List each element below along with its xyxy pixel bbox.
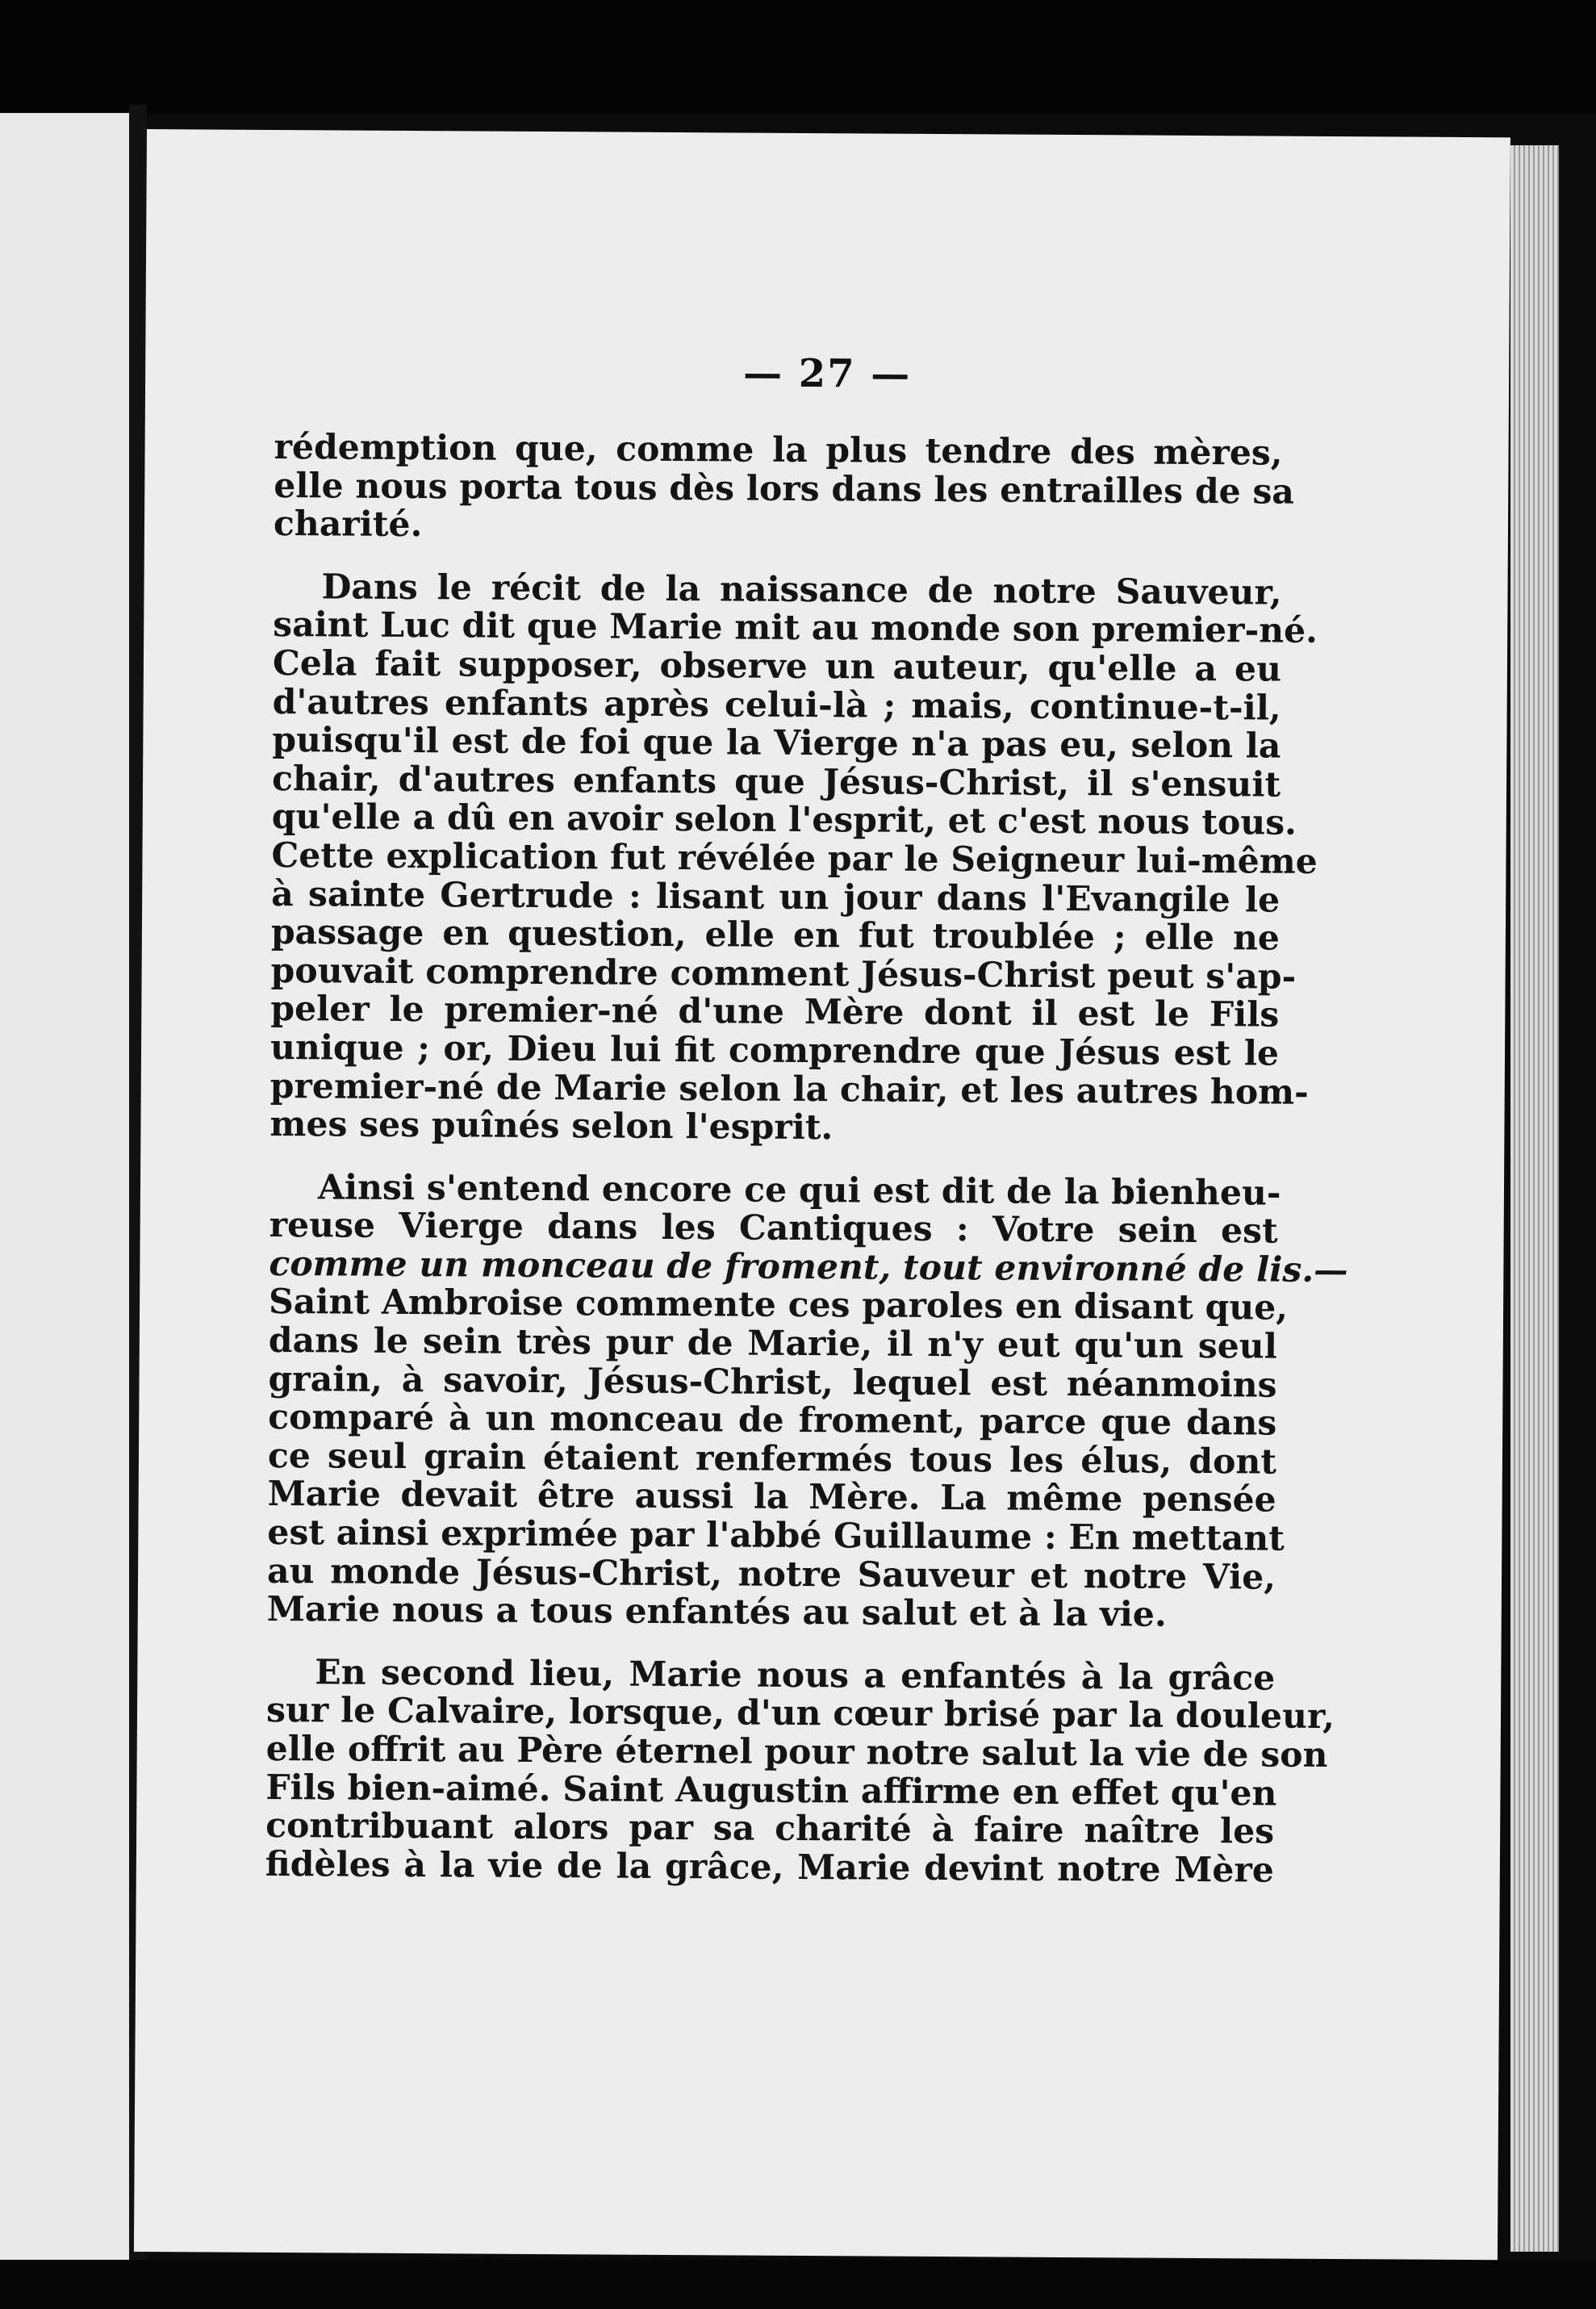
text-line: reuse Vierge dans les Cantiques : Votre sein est (269, 1205, 1278, 1252)
text-line: Ainsi s'entend encore ce qui est dit de la bienheu- (317, 1167, 1281, 1214)
text-line: comparé à un monceau de froment, parce que dans (268, 1397, 1277, 1444)
text-line: Marie nous a tous enfantés au salut et à la vie. (266, 1589, 1167, 1635)
page-number: — 27 — (742, 350, 912, 397)
text-line: à sainte Gertrude : lisant un jour dans l'Evangile le (271, 873, 1281, 921)
paragraph-2 (269, 567, 1318, 1151)
text-line: qu'elle a dû en avoir selon l'esprit, et c'est nous tous. (271, 797, 1297, 844)
text-line: Marie devait être aussi la Mère. La même pensée (267, 1474, 1276, 1521)
text-line: est ainsi exprimée par l'abbé Guillaume : En mettant (267, 1512, 1285, 1559)
text-line: Saint Ambroise commente ces paroles en disant que, (268, 1282, 1289, 1329)
text-line: Dans le récit de la naissance de notre Sauveur, (321, 567, 1282, 613)
text-line: passage en question, elle en fut troublée ; elle ne (270, 912, 1281, 959)
text-line: puisqu'il est de foi que la Vierge n'a pas eu, selon la (272, 720, 1281, 767)
text-line: au monde Jésus-Christ, notre Sauveur et notre Vie, (266, 1550, 1276, 1598)
text-line: Cela fait supposer, observe un auteur, qu'elle a eu (272, 642, 1282, 690)
scan-bottom-band (0, 2260, 1596, 2309)
text-line: grain, à savoir, Jésus-Christ, lequel est néanmoins (268, 1358, 1277, 1406)
text-line: peler le premier-né d'une Mère dont il est le Fils (270, 989, 1280, 1035)
text-line: rédemption que, comme la plus tendre des mères, (274, 426, 1283, 474)
paragraph-3 (266, 1167, 1348, 1636)
paragraph-4 (265, 1652, 1335, 1891)
text-line: mes ses puînés selon l'esprit. (269, 1104, 834, 1148)
text-line: saint Luc dit que Marie mit au monde son premier-né. (273, 604, 1318, 652)
text-line: elle nous porta tous dès lors dans les entrailles de sa (274, 465, 1295, 512)
text-line: chair, d'autres enfants que Jésus-Christ, il s'ensuit (271, 758, 1281, 805)
text-line: unique ; or, Dieu lui fit comprendre que Jésus est le (269, 1027, 1280, 1074)
text-line: elle offrit au Père éternel pour notre salut la vie de son (265, 1728, 1328, 1776)
text-line: ce seul grain étaient renfermés tous les élus, dont (267, 1435, 1277, 1483)
paragraph-1 (273, 426, 1295, 550)
text-line: d'autres enfants après celui-là ; mais, continue-t-il, (272, 681, 1281, 729)
text-line: comme un monceau de froment, tout environné de lis.— (269, 1243, 1348, 1290)
left-page-edge (0, 113, 129, 2260)
text-line: Fils bien-aimé. Saint Augustin affirme en effet qu'en (265, 1767, 1277, 1814)
scan-top-band (0, 0, 1596, 113)
text-line: pouvait comprendre comment Jésus-Christ peut s'ap- (270, 950, 1297, 998)
text-line: charité. (273, 504, 423, 546)
text-line: fidèles à la vie de la grâce, Marie devint notre Mère (265, 1843, 1275, 1891)
text-line: contribuant alors par sa charité à faire naître les (265, 1805, 1275, 1852)
text-line: dans le sein très pur de Marie, il n'y eut qu'un seul (268, 1320, 1277, 1367)
page-edge-stack (1510, 145, 1559, 2252)
text-line: Cette explication fut révélée par le Seigneur lui-même (271, 835, 1318, 882)
text-line: En second lieu, Marie nous a enfantés à la grâce (315, 1652, 1276, 1699)
book-page (134, 129, 1510, 2260)
text-line: premier-né de Marie selon la chair, et les autres hom- (269, 1065, 1309, 1113)
text-line: sur le Calvaire, lorsque, d'un cœur brisé par la douleur, (265, 1690, 1335, 1738)
body-text (265, 426, 1348, 1914)
